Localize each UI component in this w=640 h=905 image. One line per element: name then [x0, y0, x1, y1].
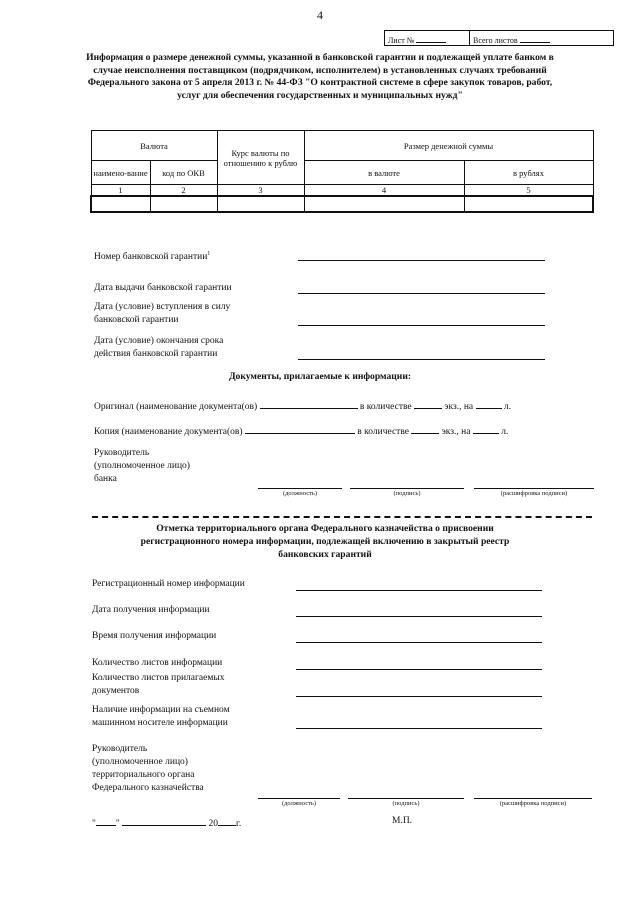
copy-copies-field[interactable]: [411, 424, 439, 434]
decoding-caption: (расшифровка подписи): [500, 490, 568, 497]
sheet-counter-box: [384, 30, 614, 46]
okv-cell[interactable]: [150, 196, 217, 212]
received-time-label: Время получения информации: [92, 631, 217, 641]
name-header: наимено-вание: [91, 161, 150, 185]
cut-line: [92, 516, 592, 518]
attached-sheets-label: Количество листов прилагаемых документов: [92, 673, 225, 696]
attached-sheets-field[interactable]: [296, 696, 542, 697]
received-time-field[interactable]: [296, 642, 542, 643]
day-field[interactable]: [96, 816, 116, 826]
column-number: 3: [217, 185, 304, 197]
currency-header: Валюта: [91, 131, 217, 161]
reg-number-label: Регистрационный номер информации: [92, 579, 245, 589]
year-field[interactable]: [218, 816, 236, 826]
sheet-number-label: Лист №: [388, 36, 415, 45]
original-name-field[interactable]: [260, 399, 358, 409]
expiry-date-label: Дата (условие) окончания срока действия банковской гарантии: [94, 336, 224, 359]
original-copies-field[interactable]: [414, 399, 442, 409]
currency-table: [90, 130, 594, 213]
issue-date-field[interactable]: [298, 293, 545, 294]
date-row: " " 20 г.: [92, 816, 241, 829]
table-row[interactable]: [91, 196, 593, 212]
page-title: Информация о размере денежной суммы, указанной в банковской гарантии и подлежащей уплате банком в случае неисполнения поставщиком (подрядчиком, исполнителем) в установленных случаях требований Федерального закона от 5 апреля 2013 г. № 44-ФЗ "О контрактной системе в сфере закупок товаров, работ, услуг для обеспечения государственных и муниципальных нужд": [86, 52, 554, 101]
treasury-decoding-field[interactable]: [474, 798, 592, 799]
effective-date-label: Дата (условие) вступления в силу банковской гарантии: [94, 302, 231, 325]
total-sheets-label: Всего листов: [473, 36, 518, 45]
column-number: 4: [304, 185, 464, 197]
okv-header: код по ОКВ: [150, 161, 217, 185]
copy-name-field[interactable]: [245, 424, 355, 434]
bank-head-position-field[interactable]: [258, 488, 342, 489]
bank-head-label: Руководитель (уполномоченное лицо) банка: [94, 448, 190, 484]
total-sheets-field[interactable]: [470, 31, 613, 45]
bank-head-signature-field[interactable]: [350, 488, 464, 489]
treasury-position-field[interactable]: [258, 798, 340, 799]
in-rubles-header: в рублях: [464, 161, 593, 185]
signature-caption: (подпись): [392, 800, 420, 807]
expiry-date-field[interactable]: [298, 359, 545, 360]
column-number-row: [91, 185, 593, 197]
currency-amount-cell[interactable]: [304, 196, 464, 212]
bank-head-decoding-field[interactable]: [474, 488, 594, 489]
media-field[interactable]: [296, 728, 542, 729]
original-row: Оригинал (наименование документа(ов) в количестве экз., на л.: [94, 399, 511, 412]
rate-header: Курс валюты по отношению к рублю: [217, 131, 304, 185]
issue-date-label: Дата выдачи банковской гарантии: [94, 283, 232, 293]
treasury-head-label: Руководитель (уполномоченное лицо) территориального органа Федерального казначейства: [92, 744, 204, 793]
footnote-mark: 1: [207, 251, 211, 257]
guarantee-number-label: Номер банковской гарантии$^1$: [94, 251, 211, 263]
position-caption: (должность): [282, 490, 318, 497]
received-date-field[interactable]: [296, 616, 542, 617]
amount-header: Размер денежной суммы: [304, 131, 593, 161]
in-currency-header: в валюте: [304, 161, 464, 185]
sheet-count-field[interactable]: [296, 669, 542, 670]
treasury-signature-field[interactable]: [348, 798, 464, 799]
sheet-number-field[interactable]: [385, 31, 470, 45]
original-sheets-field[interactable]: [476, 399, 502, 409]
stamp-place: М.П.: [392, 816, 413, 826]
guarantee-number-field[interactable]: [298, 260, 545, 261]
position-caption: (должность): [281, 800, 317, 807]
ruble-amount-cell[interactable]: [464, 196, 593, 212]
column-number: 5: [464, 185, 593, 197]
column-number: 1: [91, 185, 150, 197]
page-number: 4: [317, 8, 323, 22]
reg-number-field[interactable]: [296, 590, 542, 591]
received-date-label: Дата получения информации: [92, 605, 210, 615]
media-label: Наличие информации на съемном машинном носителе информации: [92, 705, 230, 728]
signature-caption: (подпись): [393, 490, 421, 497]
treasury-heading: Отметка территориального органа Федерального казначейства о присвоении регистрационного номера информации, подлежащей включению в закрытый реестр банковских гарантий: [140, 523, 510, 560]
decoding-caption: (расшифровка подписи): [499, 800, 567, 807]
effective-date-field[interactable]: [298, 325, 545, 326]
sheet-count-label: Количество листов информации: [92, 658, 223, 668]
name-cell[interactable]: [91, 196, 150, 212]
copy-row: Копия (наименование документа(ов) в количестве экз., на л.: [94, 424, 508, 437]
rate-cell[interactable]: [217, 196, 304, 212]
documents-heading: Документы, прилагаемые к информации:: [228, 371, 412, 382]
copy-sheets-field[interactable]: [473, 424, 499, 434]
column-number: 2: [150, 185, 217, 197]
month-field[interactable]: [122, 816, 206, 826]
